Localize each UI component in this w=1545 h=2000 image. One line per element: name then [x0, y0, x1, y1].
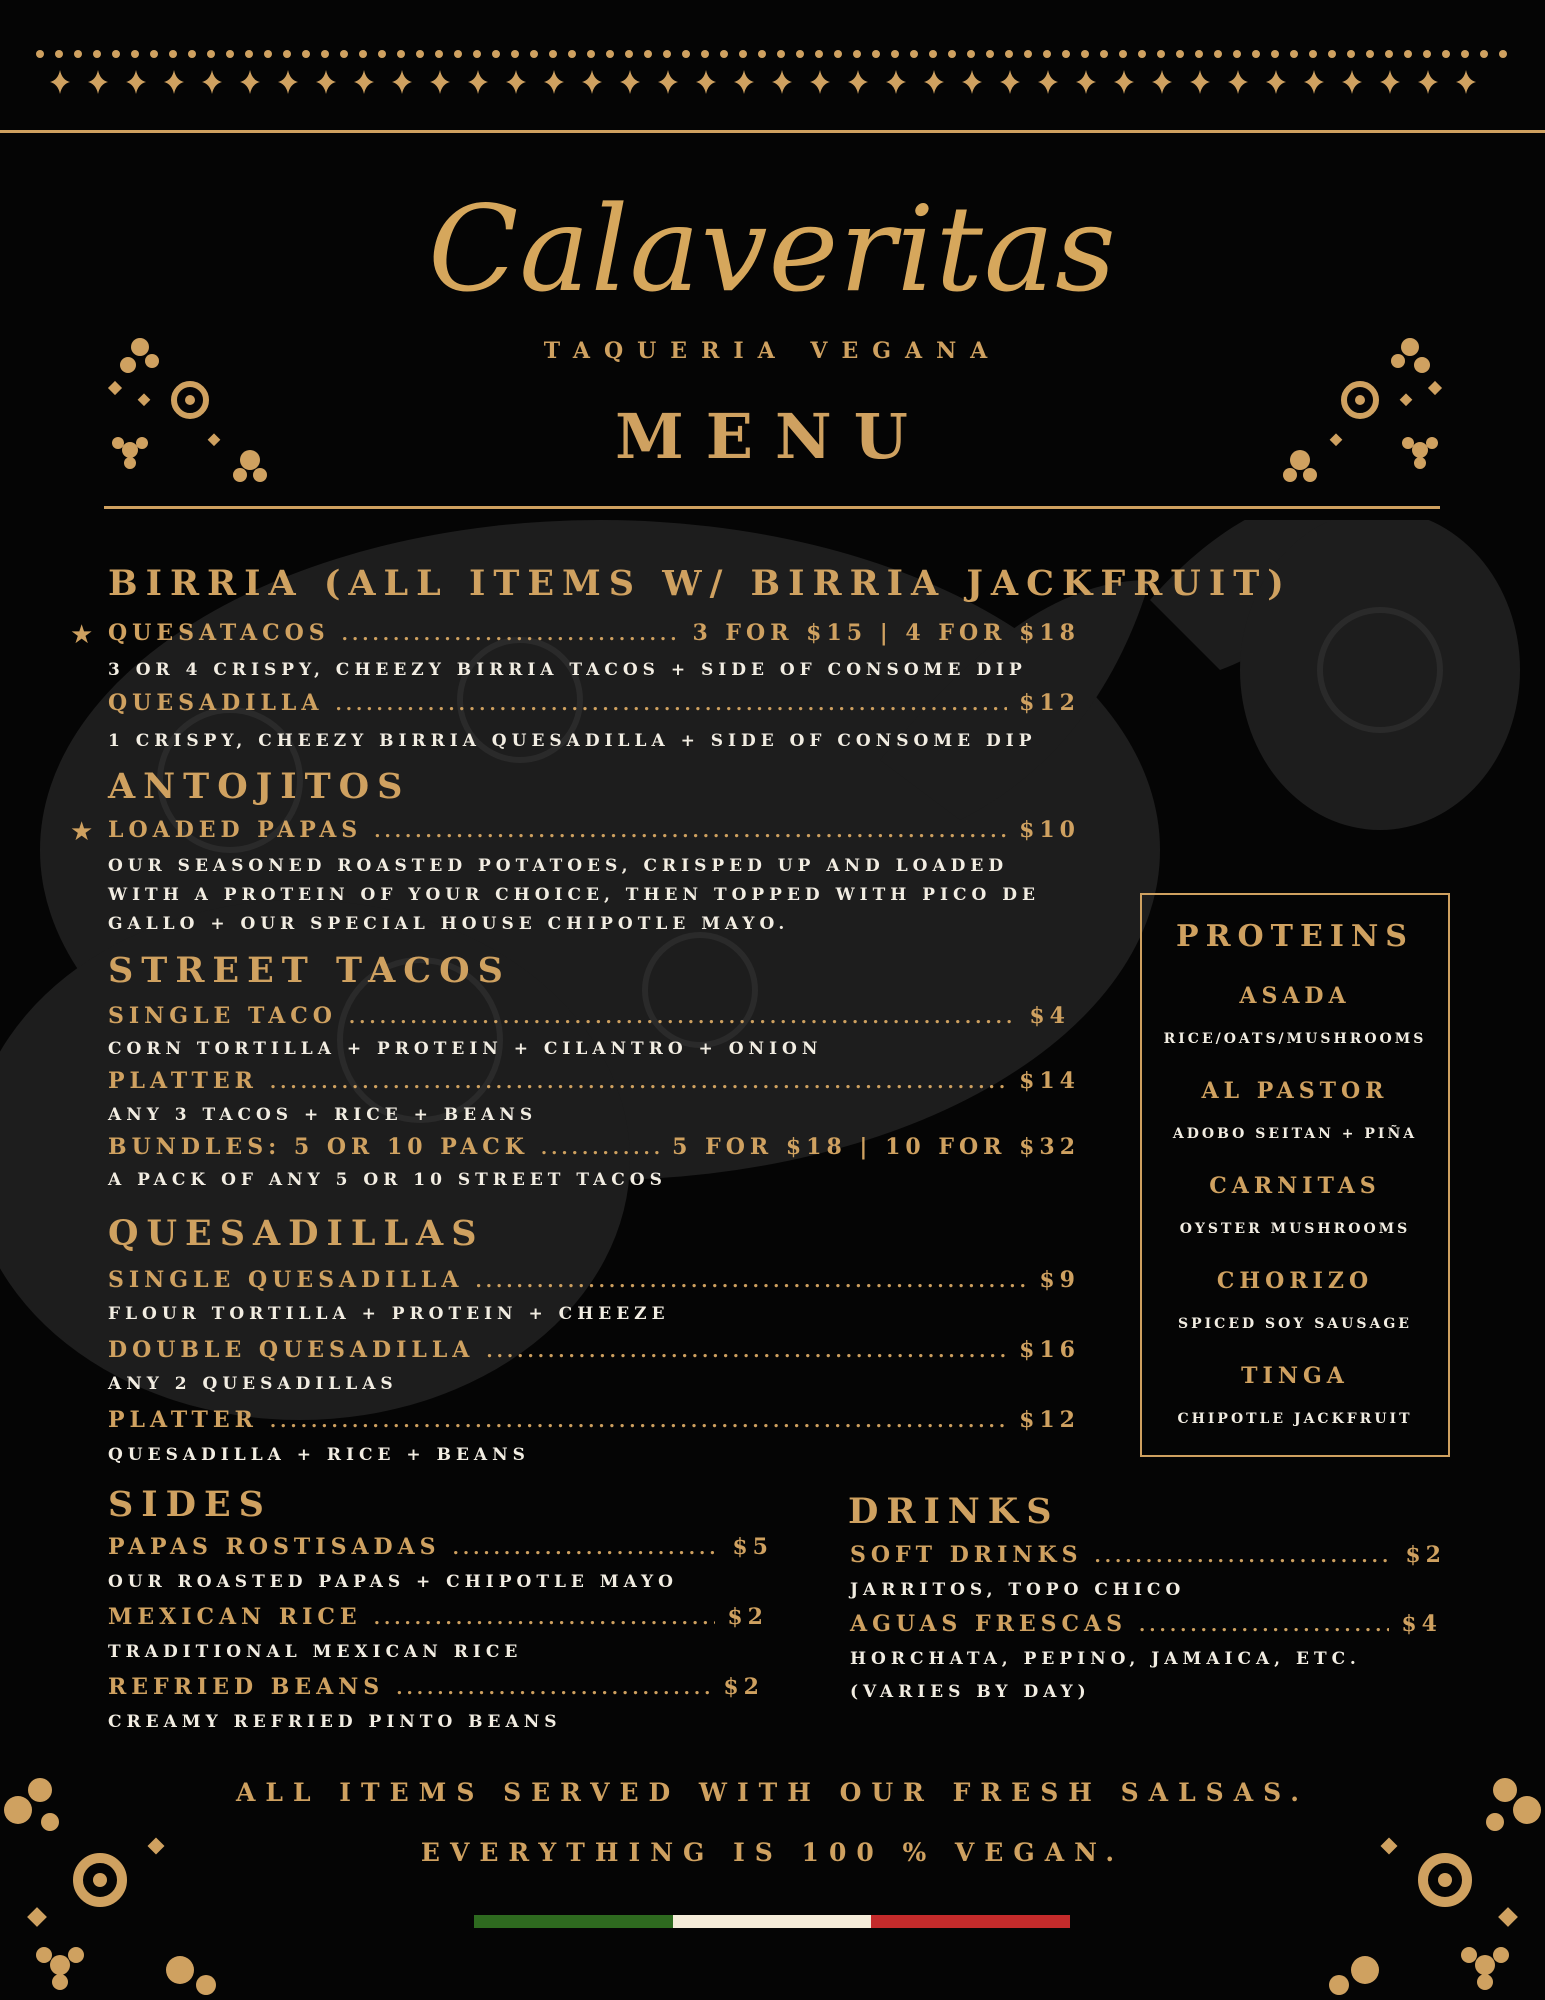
item-description: FLOUR TORTILLA + PROTEIN + CHEEZE — [108, 1304, 670, 1324]
border-dot — [169, 50, 177, 58]
border-diamond — [810, 70, 830, 94]
section-title-quesadillas: QUESADILLAS — [108, 1213, 485, 1254]
flag-green — [474, 1915, 673, 1928]
item-price: $2 — [723, 1674, 764, 1700]
menu-item-double-quesadilla — [108, 1337, 1080, 1367]
diamond-border-icon — [0, 40, 1545, 100]
border-dot — [777, 50, 785, 58]
item-name: REFRIED BEANS — [108, 1674, 385, 1700]
item-description: ANY 3 TACOS + RICE + BEANS — [108, 1105, 538, 1125]
menu-item-loaded-papas — [108, 817, 1080, 847]
border-dot — [1499, 50, 1507, 58]
protein-name: AL PASTOR — [1201, 1078, 1389, 1104]
border-dot — [1214, 50, 1222, 58]
menu-item-refried-beans — [108, 1674, 764, 1704]
border-dot — [1043, 50, 1051, 58]
item-description: CREAMY REFRIED PINTO BEANS — [108, 1712, 562, 1732]
border-dot — [321, 50, 329, 58]
border-dot — [1328, 50, 1336, 58]
border-dot — [55, 50, 63, 58]
border-diamond — [734, 70, 754, 94]
border-dot — [1138, 50, 1146, 58]
item-name: MEXICAN RICE — [108, 1604, 362, 1630]
border-diamond — [430, 70, 450, 94]
border-dot — [1252, 50, 1260, 58]
item-description: CORN TORTILLA + PROTEIN + CILANTRO + ONION — [108, 1039, 823, 1059]
border-dot — [1005, 50, 1013, 58]
protein-description: OYSTER MUSHROOMS — [1179, 1221, 1411, 1237]
border-dot — [872, 50, 880, 58]
border-diamond — [468, 70, 488, 94]
border-dot — [1024, 50, 1032, 58]
item-price: $5 — [732, 1534, 773, 1560]
border-diamond — [1456, 70, 1476, 94]
protein-name: CHORIZO — [1216, 1268, 1374, 1294]
section-title-street-tacos: STREET TACOS — [108, 950, 511, 991]
item-description: A PACK OF ANY 5 OR 10 STREET TACOS — [108, 1170, 667, 1190]
border-dot — [378, 50, 386, 58]
border-dot — [796, 50, 804, 58]
item-price: $9 — [1039, 1267, 1080, 1293]
border-dot — [549, 50, 557, 58]
papel-picado-flower-icon — [1315, 1770, 1545, 2000]
border-diamond — [1418, 70, 1438, 94]
border-dot — [435, 50, 443, 58]
border-diamond — [202, 70, 222, 94]
border-dot — [606, 50, 614, 58]
menu-item-single-taco — [108, 1003, 1070, 1033]
border-diamond — [696, 70, 716, 94]
leader-dots — [349, 1007, 1017, 1028]
border-dot — [1442, 50, 1450, 58]
border-dot — [758, 50, 766, 58]
item-name: DOUBLE QUESADILLA — [108, 1337, 475, 1363]
leader-dots — [374, 1608, 716, 1629]
menu-item-birria-quesadilla — [108, 690, 1080, 720]
border-dot — [1176, 50, 1184, 58]
border-dot — [587, 50, 595, 58]
border-dot — [1385, 50, 1393, 58]
border-diamond — [1380, 70, 1400, 94]
section-title-antojitos: ANTOJITOS — [108, 766, 411, 807]
border-dot — [245, 50, 253, 58]
leader-dots — [541, 1138, 660, 1159]
border-dot — [929, 50, 937, 58]
leader-dots — [1094, 1546, 1393, 1567]
leader-dots — [475, 1271, 1027, 1292]
menu-item-single-quesadilla — [108, 1267, 1080, 1297]
border-dot — [720, 50, 728, 58]
border-dot — [1423, 50, 1431, 58]
star-icon: ★ — [70, 620, 94, 650]
star-icon: ★ — [70, 817, 94, 847]
menu-item-taco-platter — [108, 1068, 1080, 1098]
border-diamond — [164, 70, 184, 94]
border-diamond — [1114, 70, 1134, 94]
border-dot — [492, 50, 500, 58]
menu-heading: MENU — [615, 400, 930, 473]
brand-tagline: TAQUERIA VEGANA — [543, 338, 1002, 364]
item-name: AGUAS FRESCAS — [850, 1611, 1128, 1637]
item-name: LOADED PAPAS — [108, 817, 363, 843]
item-price: $12 — [1019, 1407, 1080, 1433]
item-description: 1 CRISPY, CHEEZY BIRRIA QUESADILLA + SIDE OF CONSOME DIP — [108, 731, 1037, 751]
border-diamond — [582, 70, 602, 94]
mexican-flag-stripe — [474, 1915, 1070, 1928]
border-diamond — [126, 70, 146, 94]
border-diamond — [772, 70, 792, 94]
border-diamond — [848, 70, 868, 94]
protein-description: RICE/OATS/MUSHROOMS — [1163, 1031, 1427, 1047]
protein-description: CHIPOTLE JACKFRUIT — [1177, 1411, 1413, 1427]
border-dot — [1366, 50, 1374, 58]
border-dot — [1347, 50, 1355, 58]
leader-dots — [335, 694, 1007, 715]
border-diamond — [392, 70, 412, 94]
item-name: QUESATACOS — [108, 620, 330, 646]
border-diamond — [658, 70, 678, 94]
item-price: $2 — [1405, 1542, 1446, 1568]
border-dot — [36, 50, 44, 58]
border-diamond — [620, 70, 640, 94]
border-dot — [1404, 50, 1412, 58]
border-dot — [112, 50, 120, 58]
border-diamond — [1152, 70, 1172, 94]
item-price: $4 — [1401, 1611, 1442, 1637]
item-description: ANY 2 QUESADILLAS — [108, 1374, 398, 1394]
leader-dots — [270, 1072, 1007, 1093]
border-diamond — [1038, 70, 1058, 94]
border-dot — [511, 50, 519, 58]
border-dot — [891, 50, 899, 58]
border-dot — [815, 50, 823, 58]
border-diamond — [240, 70, 260, 94]
section-title-drinks: DRINKS — [848, 1491, 1060, 1532]
border-dot — [701, 50, 709, 58]
menu-item-quesadilla-platter — [108, 1407, 1080, 1437]
border-diamond — [278, 70, 298, 94]
border-dot — [663, 50, 671, 58]
border-diamond — [316, 70, 336, 94]
item-price: $14 — [1019, 1068, 1080, 1094]
border-dot — [1100, 50, 1108, 58]
flag-red — [871, 1915, 1070, 1928]
border-diamond — [88, 70, 108, 94]
border-dot — [454, 50, 462, 58]
border-dot — [473, 50, 481, 58]
border-dot — [340, 50, 348, 58]
menu-item-aguas-frescas — [850, 1611, 1442, 1641]
proteins-box — [1140, 893, 1450, 1457]
border-dot — [188, 50, 196, 58]
protein-description: ADOBO SEITAN + PIÑA — [1172, 1126, 1418, 1142]
border-dot — [397, 50, 405, 58]
leader-dots — [342, 624, 681, 645]
item-name: PAPAS ROSTISADAS — [108, 1534, 441, 1560]
border-diamond — [1000, 70, 1020, 94]
item-price: $12 — [1019, 690, 1080, 716]
border-dot — [93, 50, 101, 58]
border-dot — [131, 50, 139, 58]
section-title-birria: BIRRIA (ALL ITEMS W/ BIRRIA JACKFRUIT) — [108, 563, 1292, 604]
border-dot — [1271, 50, 1279, 58]
border-dot — [1480, 50, 1488, 58]
border-dot — [150, 50, 158, 58]
border-dot — [530, 50, 538, 58]
border-dot — [1461, 50, 1469, 58]
border-dot — [302, 50, 310, 58]
item-price: 3 FOR $15 | 4 FOR $18 — [692, 620, 1080, 646]
item-price: 5 FOR $18 | 10 FOR $32 — [672, 1134, 1080, 1160]
border-dot — [1081, 50, 1089, 58]
border-diamond — [1304, 70, 1324, 94]
border-dot — [264, 50, 272, 58]
menu-item-papas-rostisadas — [108, 1534, 773, 1564]
border-diamond — [962, 70, 982, 94]
protein-name: TINGA — [1241, 1363, 1349, 1389]
item-description: OUR SEASONED ROASTED POTATOES, CRISPED UP AND LOADED — [108, 856, 1009, 876]
header-rule — [104, 506, 1440, 509]
menu-item-quesatacos — [108, 620, 1080, 650]
border-dot — [625, 50, 633, 58]
border-diamond — [1266, 70, 1286, 94]
border-dot — [416, 50, 424, 58]
border-dot — [967, 50, 975, 58]
item-name: PLATTER — [108, 1068, 258, 1094]
border-dot — [359, 50, 367, 58]
item-description: WITH A PROTEIN OF YOUR CHOICE, THEN TOPPED WITH PICO DE — [108, 885, 1040, 905]
item-description: (VARIES BY DAY) — [850, 1682, 1091, 1702]
border-dot — [226, 50, 234, 58]
item-description: OUR ROASTED PAPAS + CHIPOTLE MAYO — [108, 1572, 678, 1592]
papel-picado-flower-icon — [0, 1770, 230, 2000]
item-name: QUESADILLA — [108, 690, 324, 716]
border-diamond — [50, 70, 70, 94]
border-dot — [1062, 50, 1070, 58]
border-dot — [1195, 50, 1203, 58]
item-name: PLATTER — [108, 1407, 258, 1433]
border-diamond — [1190, 70, 1210, 94]
item-name: SINGLE TACO — [108, 1003, 337, 1029]
item-description: QUESADILLA + RICE + BEANS — [108, 1445, 530, 1465]
item-price: $2 — [727, 1604, 768, 1630]
brand-name: Calaveritas — [428, 180, 1117, 318]
border-dot — [682, 50, 690, 58]
item-description: JARRITOS, TOPO CHICO — [850, 1580, 1186, 1600]
leader-dots — [453, 1538, 721, 1559]
border-diamond — [506, 70, 526, 94]
border-diamond — [1342, 70, 1362, 94]
item-description: TRADITIONAL MEXICAN RICE — [108, 1642, 523, 1662]
border-diamond — [354, 70, 374, 94]
border-dot — [207, 50, 215, 58]
item-name: SINGLE QUESADILLA — [108, 1267, 464, 1293]
border-dot — [1119, 50, 1127, 58]
border-dot — [1233, 50, 1241, 58]
border-dot — [283, 50, 291, 58]
item-description: 3 OR 4 CRISPY, CHEEZY BIRRIA TACOS + SIDE OF CONSOME DIP — [108, 660, 1027, 680]
item-name: BUNDLES: 5 OR 10 PACK — [108, 1134, 529, 1160]
item-name: SOFT DRINKS — [850, 1542, 1083, 1568]
flag-white — [673, 1915, 872, 1928]
menu-item-soft-drinks — [850, 1542, 1446, 1572]
leader-dots — [270, 1411, 1007, 1432]
border-diamond — [924, 70, 944, 94]
border-diamond — [1228, 70, 1248, 94]
border-dot — [644, 50, 652, 58]
item-description: GALLO + OUR SPECIAL HOUSE CHIPOTLE MAYO. — [108, 914, 790, 934]
border-dot — [834, 50, 842, 58]
menu-item-taco-bundles — [108, 1134, 1080, 1164]
item-price: $4 — [1029, 1003, 1070, 1029]
protein-description: SPICED SOY SAUSAGE — [1178, 1316, 1412, 1332]
border-dot — [1309, 50, 1317, 58]
protein-name: CARNITAS — [1209, 1173, 1381, 1199]
protein-name: ASADA — [1239, 983, 1351, 1009]
border-dot — [1290, 50, 1298, 58]
border-dot — [986, 50, 994, 58]
border-diamond — [886, 70, 906, 94]
section-title-sides: SIDES — [108, 1484, 272, 1525]
menu-item-mexican-rice — [108, 1604, 768, 1634]
top-rule — [0, 130, 1545, 133]
footer-salsas-note: ALL ITEMS SERVED WITH OUR FRESH SALSAS. — [236, 1778, 1309, 1807]
proteins-title: PROTEINS — [1176, 919, 1414, 954]
footer-vegan-note: EVERYTHING IS 100 % VEGAN. — [420, 1838, 1125, 1867]
border-dot — [1157, 50, 1165, 58]
item-description: HORCHATA, PEPINO, JAMAICA, ETC. — [850, 1649, 1361, 1669]
leader-dots — [374, 821, 1007, 842]
border-diamond — [1076, 70, 1096, 94]
border-dot — [568, 50, 576, 58]
border-dot — [739, 50, 747, 58]
leader-dots — [486, 1341, 1007, 1362]
leader-dots — [396, 1678, 711, 1699]
item-price: $10 — [1019, 817, 1080, 843]
border-dot — [74, 50, 82, 58]
leader-dots — [1139, 1615, 1389, 1636]
border-dot — [853, 50, 861, 58]
border-dot — [910, 50, 918, 58]
border-diamond — [544, 70, 564, 94]
item-price: $16 — [1019, 1337, 1080, 1363]
border-dot — [948, 50, 956, 58]
